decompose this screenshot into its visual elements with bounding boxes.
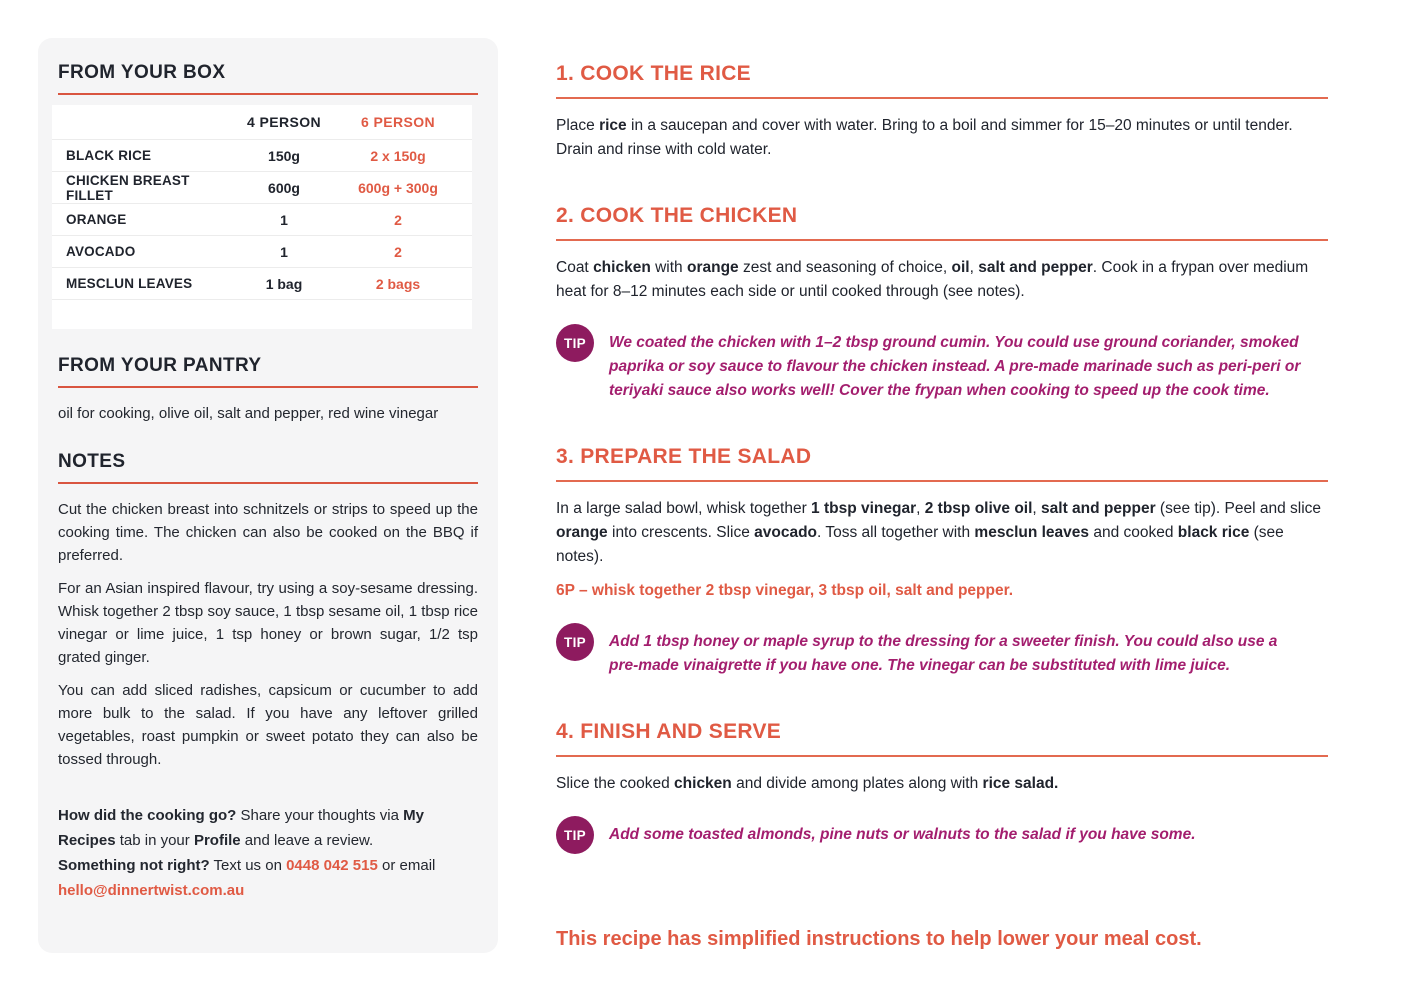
pantry-text: oil for cooking, olive oil, salt and pepper, red wine vinegar	[58, 405, 439, 422]
from-your-box-title: FROM YOUR BOX	[58, 62, 478, 95]
table-row	[52, 267, 472, 299]
ingredient-name: CHICKEN BREAST FILLET	[66, 172, 190, 203]
table-bottom-spacer	[52, 299, 472, 329]
from-your-pantry-title: FROM YOUR PANTRY	[58, 355, 478, 388]
qty-6-person: 2	[394, 243, 402, 260]
step-title: 2. COOK THE CHICKEN	[556, 204, 1328, 241]
table-header-4-person: 4 PERSON	[247, 114, 321, 130]
notes-paragraph: You can add sliced radishes, capsicum or cucumber to add more bulk to the salad. If you have any leftover grilled vegetables, roast pumpkin or sweet potato they can also be tossed through.	[58, 682, 478, 768]
tip-text: Add some toasted almonds, pine nuts or walnuts to the salad if you have some.	[609, 826, 1196, 843]
tip-callout	[556, 623, 1328, 678]
step-cook-the-rice	[556, 62, 1328, 162]
ingredient-name: BLACK RICE	[66, 148, 152, 163]
step-body: Slice the cooked chicken and divide among plates along with rice salad.	[556, 775, 1059, 792]
qty-4-person: 1	[280, 211, 288, 228]
qty-6-person: 2	[394, 211, 402, 228]
notes-paragraph: For an Asian inspired flavour, try using a soy-sesame dressing. Whisk together 2 tbsp soy sauce, 1 tbsp sesame oil, 1 tbsp rice vinegar or lime juice, 1 tsp honey or brown sugar, 1/2 tsp grated ginger.	[58, 580, 478, 666]
step-prepare-the-salad	[556, 445, 1328, 678]
table-row	[52, 203, 472, 235]
step-body: In a large salad bowl, whisk together 1 tbsp vinegar, 2 tbsp olive oil, salt and pepper (see tip). Peel and slice orange into crescents. Slice avocado. Toss all together with mesclun leaves and cooked black rice (see notes).	[556, 500, 1322, 565]
table-header-row	[52, 105, 472, 139]
notes-title: NOTES	[58, 451, 478, 484]
step-body: Coat chicken with orange zest and seasoning of choice, oil, salt and pepper. Cook in a frypan over medium heat for 8–12 minutes each side or until cooked through (see notes).	[556, 259, 1309, 300]
table-row	[52, 235, 472, 267]
table-row	[52, 171, 472, 203]
step-title: 3. PREPARE THE SALAD	[556, 445, 1328, 482]
step-finish-and-serve	[556, 720, 1328, 854]
tip-badge: TIP	[556, 816, 594, 854]
qty-6-person: 2 bags	[375, 275, 421, 292]
tip-text: We coated the chicken with 1–2 tbsp ground cumin. You could use ground coriander, smoked paprika or soy sauce to flavour the chicken instead. A pre-made marinade such as peri-peri or teriyaki sauce also works well! Cover the frypan when cooking to speed up the cook time.	[609, 334, 1301, 399]
tip-badge: TIP	[556, 324, 594, 362]
qty-6-person: 600g + 300g	[358, 179, 438, 196]
ingredients-table	[52, 105, 472, 329]
qty-6-person: 2 x 150g	[370, 147, 426, 164]
ingredient-name: MESCLUN LEAVES	[66, 276, 193, 291]
tip-callout	[556, 324, 1328, 403]
tip-text: Add 1 tbsp honey or maple syrup to the dressing for a sweeter finish. You could also use a pre-made vinaigrette if you have one. The vinegar can be substituted with lime juice.	[609, 633, 1278, 674]
step-cook-the-chicken	[556, 204, 1328, 403]
feedback-footer[interactable]: How did the cooking go? Share your thoughts via My Recipes tab in your Profile and leave a review. Something not right? Text us on 0448 042 515 or email hello@dinnertwist.com.au	[58, 807, 436, 899]
tip-callout	[556, 816, 1328, 854]
instructions-column	[556, 62, 1328, 951]
sidebar	[38, 38, 498, 953]
six-person-note: 6P – whisk together 2 tbsp vinegar, 3 tbsp oil, salt and pepper.	[556, 582, 1014, 599]
step-title: 4. FINISH AND SERVE	[556, 720, 1328, 757]
ingredient-name: AVOCADO	[66, 244, 136, 259]
ingredient-name: ORANGE	[66, 212, 127, 227]
qty-4-person: 1	[280, 243, 288, 260]
notes-paragraph: Cut the chicken breast into schnitzels or strips to speed up the cooking time. The chicken can also be cooked on the BBQ if preferred.	[58, 501, 478, 564]
simplified-instructions-note: This recipe has simplified instructions to help lower your meal cost.	[556, 928, 1202, 950]
step-title: 1. COOK THE RICE	[556, 62, 1328, 99]
qty-4-person: 1 bag	[265, 275, 303, 292]
tip-badge: TIP	[556, 623, 594, 661]
table-header-6-person: 6 PERSON	[361, 114, 435, 130]
table-row	[52, 139, 472, 171]
qty-4-person: 600g	[268, 179, 300, 196]
qty-4-person: 150g	[268, 147, 300, 164]
step-body: Place rice in a saucepan and cover with water. Bring to a boil and simmer for 15–20 minutes or until tender. Drain and rinse with cold water.	[556, 117, 1293, 158]
